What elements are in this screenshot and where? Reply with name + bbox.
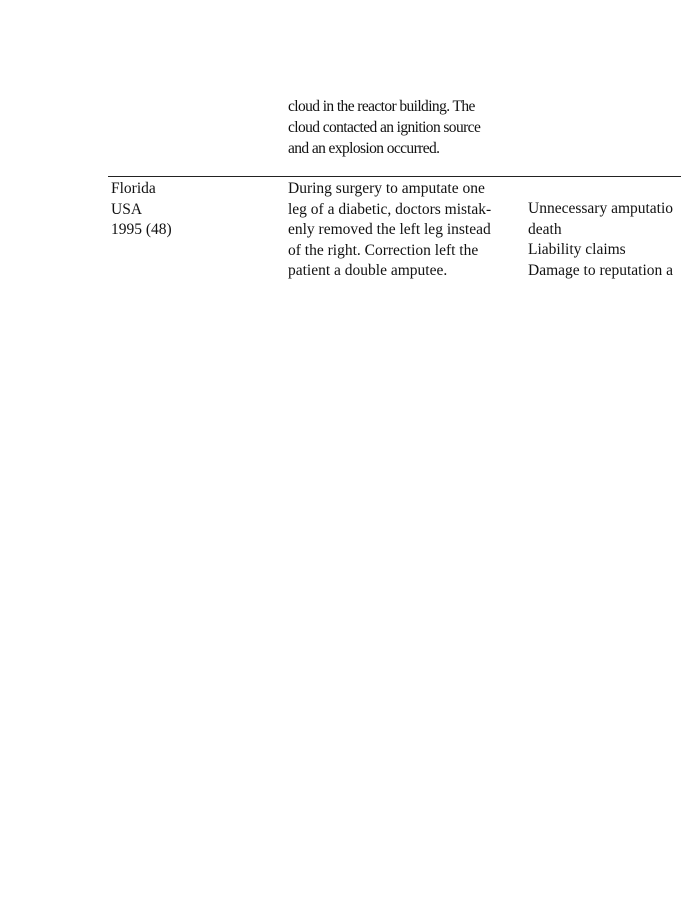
description-line: of the right. Correction left the [288,241,479,259]
description-line: leg of a diabetic, doctors mistak- [288,200,492,218]
consequence-line: Liability claims [528,241,626,258]
description-line: cloud contacted an ignition source [288,119,481,136]
table-cell-description [288,179,491,282]
consequence-line: Unnecessary amputatio [528,200,674,217]
description-line: During surgery to amputate one [288,180,485,197]
location-line: Florida [111,180,156,197]
description-line: cloud in the reactor building. The [288,98,475,115]
table-cell-location [111,179,172,241]
continued-row-description [288,96,480,159]
location-line: USA [111,200,143,218]
description-line: patient a double amputee. [288,262,448,279]
description-line: enly removed the left leg instead [288,221,491,238]
description-line: and an explosion occurred. [288,140,440,157]
location-line: 1995 (48) [111,221,172,238]
table-cell-consequence [528,199,681,281]
consequence-line: Damage to reputation a [528,261,674,279]
consequence-line: death [528,220,562,238]
row-divider [108,176,681,177]
